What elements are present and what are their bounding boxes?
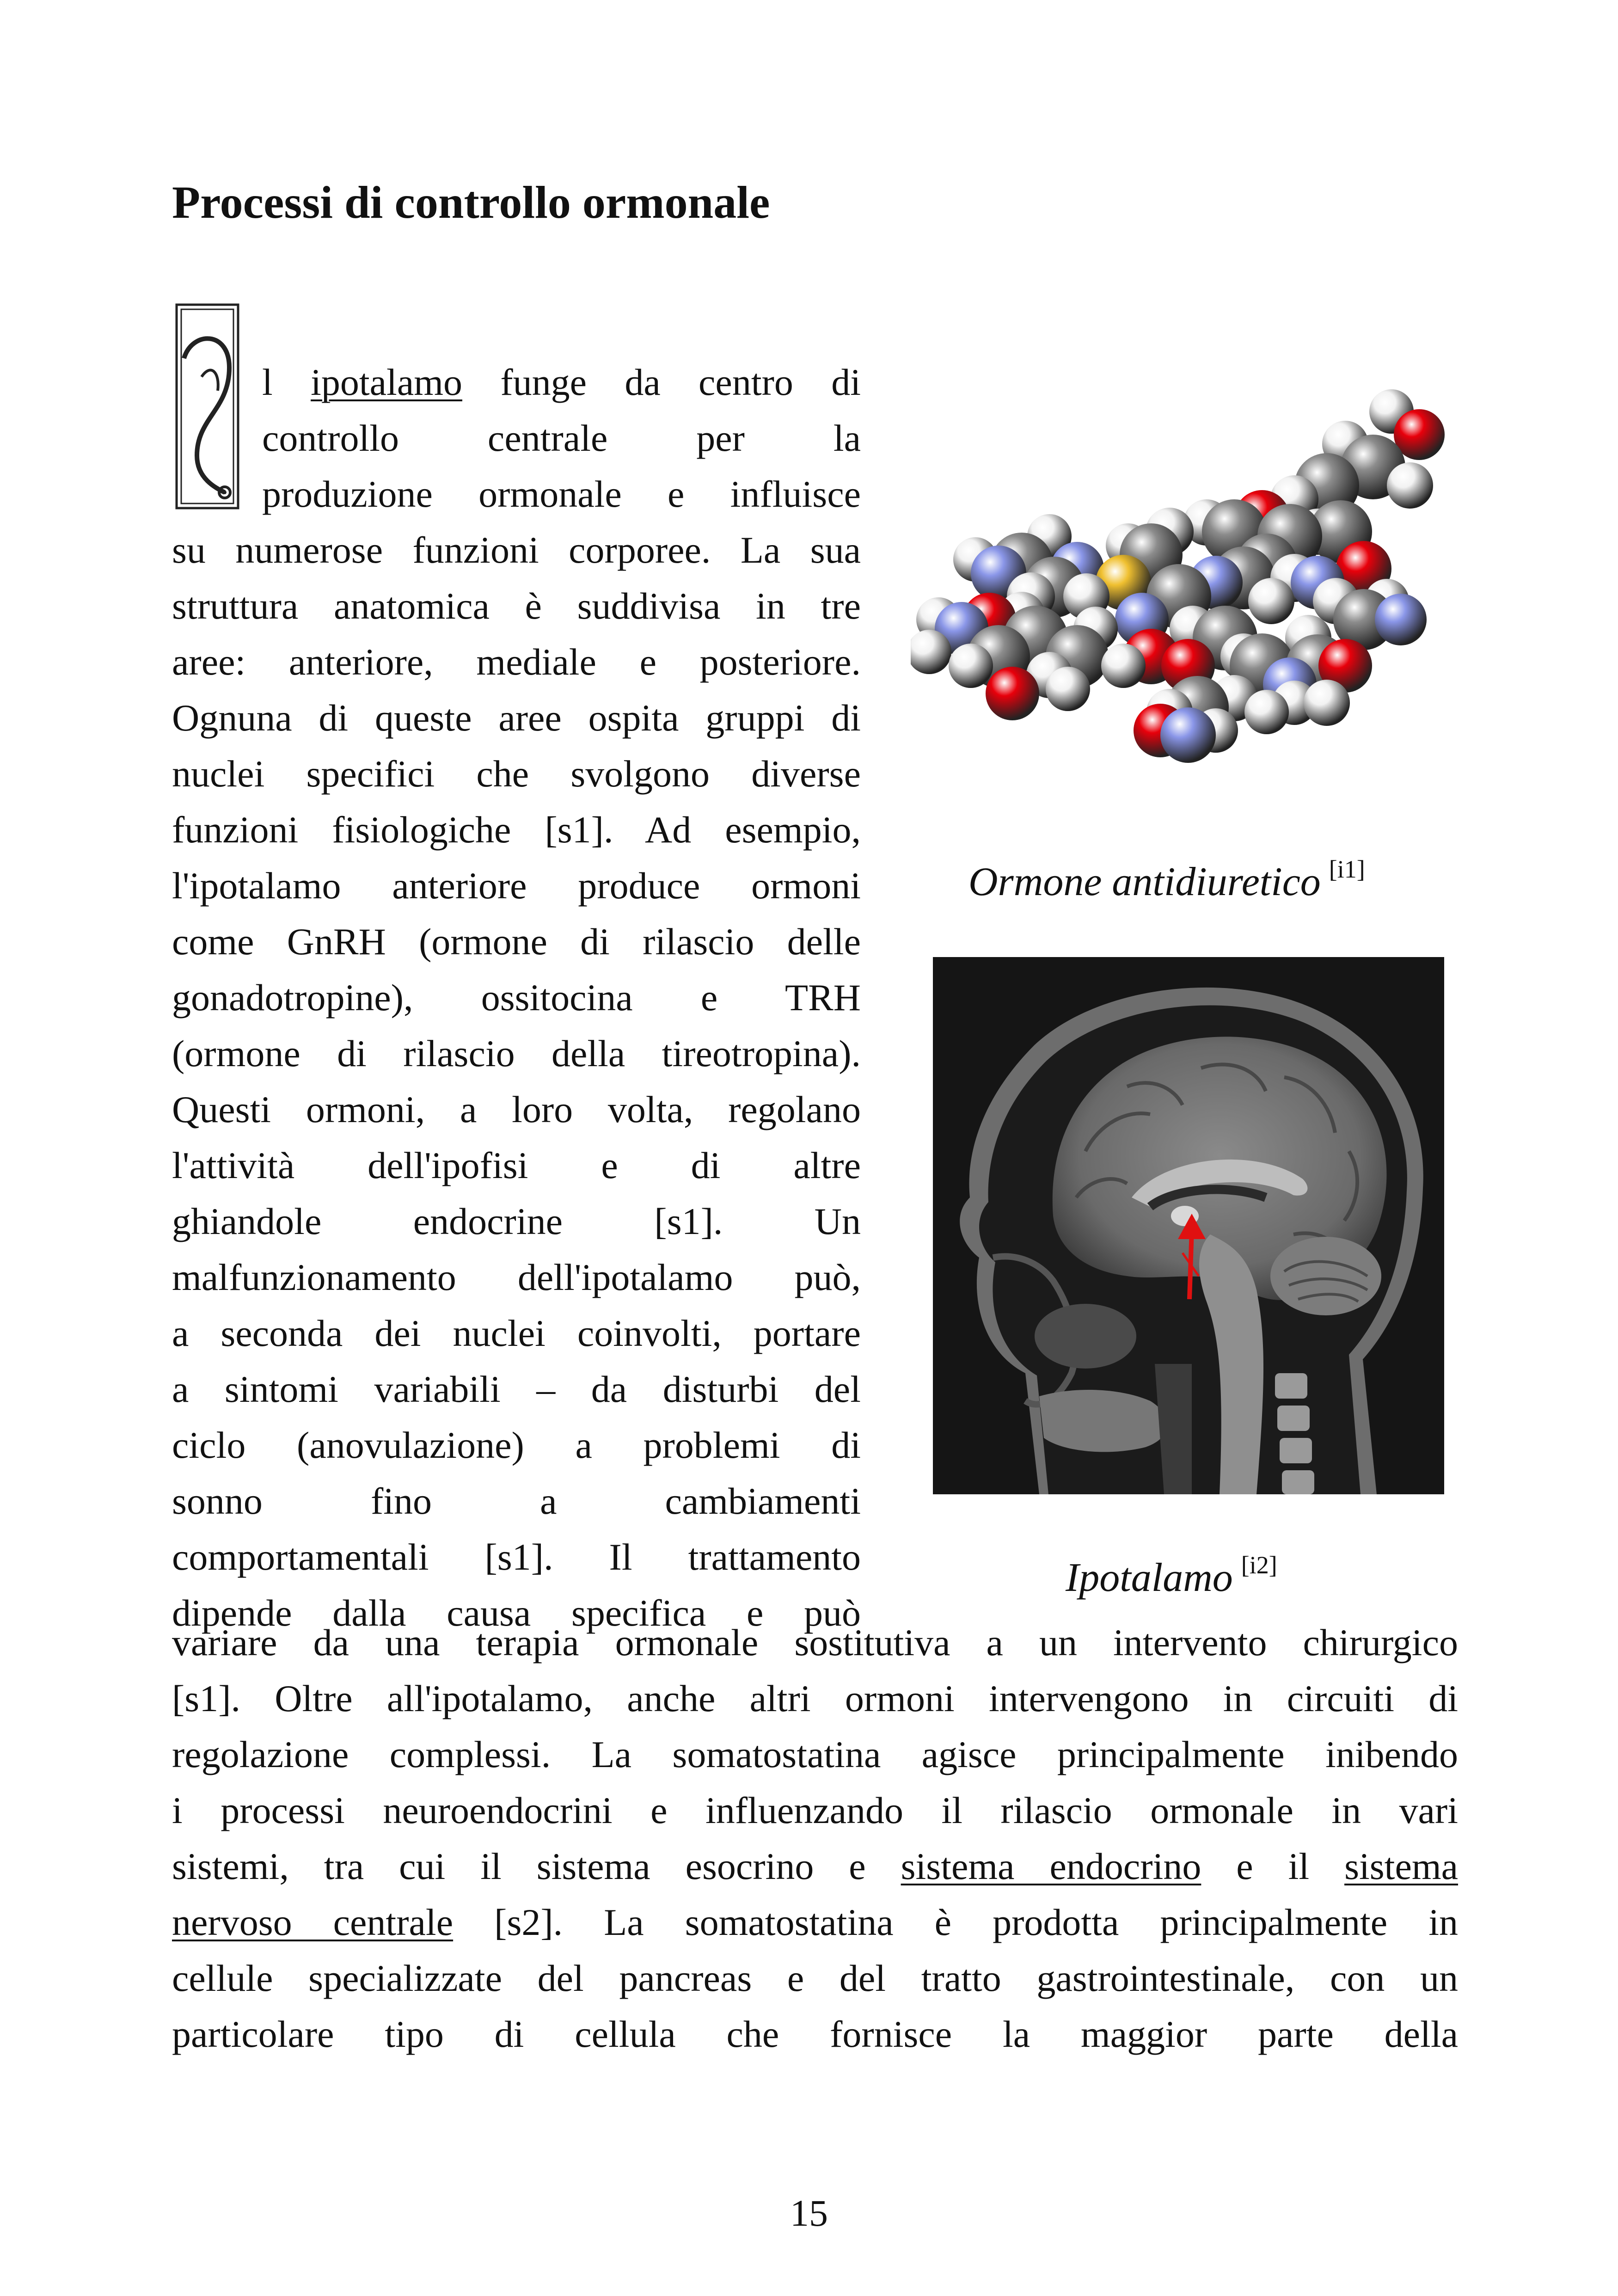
sistema-endocrino-link[interactable]: sistema endocrino xyxy=(901,1845,1201,1887)
full-width-text xyxy=(172,1615,1458,2062)
hypothalamus-mri-image xyxy=(933,957,1444,1494)
wrapped-text-column xyxy=(172,354,861,1641)
text-line: sonno fino a cambiamenti xyxy=(172,1480,861,1522)
text-line: variare da una terapia ormonale sostitutiva a un intervento chirurgico xyxy=(172,1621,1458,1664)
text-line: sistemi, tra cui il sistema esocrino e sistema endocrino e il sistema xyxy=(172,1845,1459,1887)
sistema-nervoso-centrale-link-part1[interactable]: sistema xyxy=(1344,1845,1459,1887)
text-line: l ipotalamo funge da centro di xyxy=(262,361,861,403)
ipotalamo-link[interactable]: ipotalamo xyxy=(311,361,463,403)
nitrogen-atom xyxy=(1375,594,1427,645)
hydrogen-atom xyxy=(1387,462,1433,509)
text-line: (ormone di rilascio della tireotropina). xyxy=(172,1032,861,1074)
text-line: ghiandole endocrine [s1]. Un xyxy=(172,1200,861,1242)
text-line: Ognuna di queste aree ospita gruppi di xyxy=(172,697,861,739)
text-line: gonadotropine), ossitocina e TRH xyxy=(172,976,861,1019)
text-line: malfunzionamento dell'ipotalamo può, xyxy=(172,1256,861,1298)
text-line: ciclo (anovulazione) a problemi di xyxy=(172,1424,861,1466)
text-line: Questi ormoni, a loro volta, regolano xyxy=(172,1088,861,1130)
text-line: su numerose funzioni corporee. La sua xyxy=(172,529,861,571)
text-line: comportamentali [s1]. Il trattamento xyxy=(172,1536,861,1578)
text-line: nervoso centrale [s2]. La somatostatina è prodotta principalmente in xyxy=(172,1901,1458,1943)
figure-caption-2: Ipotalamo [i2] xyxy=(1066,1551,1277,1600)
text-line: controllo centrale per la xyxy=(262,417,861,459)
text-line: a seconda dei nuclei coinvolti, portare xyxy=(172,1312,861,1354)
text-line: regolazione complessi. La somatostatina agisce principalmente inibendo xyxy=(172,1733,1458,1775)
figure-caption-1: Ormone antidiuretico [i1] xyxy=(968,855,1365,904)
hydrogen-atom xyxy=(1046,667,1090,711)
text-line: come GnRH (ormone di rilascio delle xyxy=(172,921,861,963)
text-line: nuclei specifici che svolgono diverse xyxy=(172,753,861,795)
nitrogen-atom xyxy=(1160,707,1216,763)
hydrogen-atom xyxy=(1304,680,1350,726)
hydrogen-atom xyxy=(1101,644,1146,688)
antidiuretic-hormone-molecule-image xyxy=(911,379,1461,804)
hydrogen-atom xyxy=(1244,690,1289,734)
figure-ref-2: [i2] xyxy=(1241,1551,1277,1579)
text-line: aree: anteriore, mediale e posteriore. xyxy=(172,641,861,683)
hydrogen-atom xyxy=(949,644,993,688)
figure-ref-1: [i1] xyxy=(1329,855,1365,883)
text-line: a sintomi variabili – da disturbi del xyxy=(172,1368,861,1410)
text-line: i processi neuroendocrini e influenzando il rilascio ormonale in vari xyxy=(172,1789,1458,1831)
text-line: l'ipotalamo anteriore produce ormoni xyxy=(172,865,861,907)
text-line: produzione ormonale e influisce xyxy=(262,473,861,515)
text-line: struttura anatomica è suddivisa in tre xyxy=(172,585,861,627)
oxygen-atom xyxy=(986,667,1039,720)
text-line: [s1]. Oltre all'ipotalamo, anche altri ormoni intervengono in circuiti di xyxy=(172,1677,1458,1719)
text-line: cellule specializzate del pancreas e del tratto gastrointestinale, con un xyxy=(172,1957,1458,1999)
text-line: particolare tipo di cellula che fornisce la maggior parte della xyxy=(172,2013,1458,2055)
page-title: Processi di controllo ormonale xyxy=(172,177,770,228)
text-line: l'attività dell'ipofisi e di altre xyxy=(172,1144,861,1186)
text-line: funzioni fisiologiche [s1]. Ad esempio, xyxy=(172,809,861,851)
hydrogen-atom xyxy=(1248,578,1294,624)
text-line: dipende dalla causa specifica e può xyxy=(172,1592,861,1634)
page-number: 15 xyxy=(790,2192,828,2234)
sistema-nervoso-centrale-link-part2[interactable]: nervoso centrale xyxy=(172,1901,454,1943)
